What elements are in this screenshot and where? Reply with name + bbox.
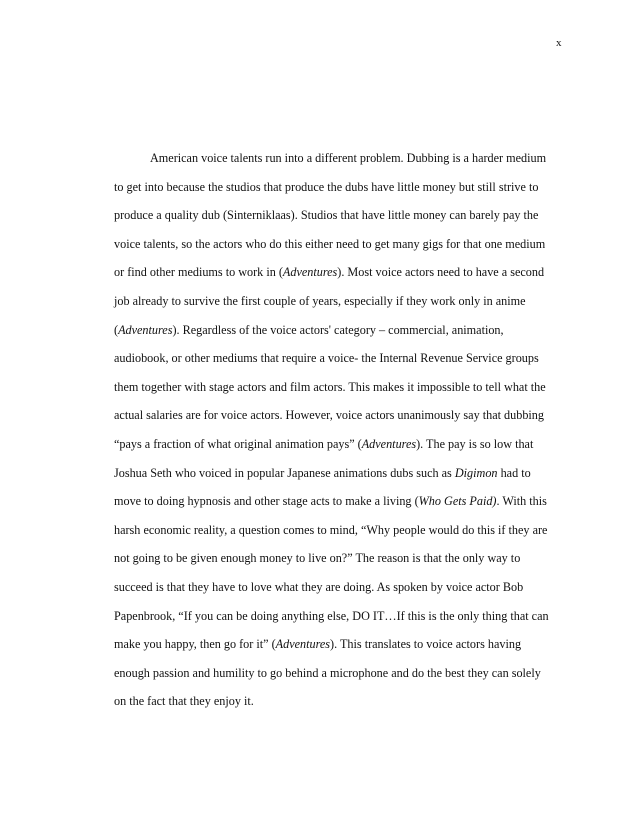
text-line [114,492,547,521]
text-line [114,149,547,178]
text-line [114,235,544,264]
text-segment: ). This translates to voice actors having [330,637,522,652]
text-line [114,607,549,636]
text-segment: actual salaries are for voice actors. However, voice actors unanimously say that dubbing [114,408,544,423]
italic-citation: Digimon [454,465,498,480]
text-segment: ). The pay is so low that [416,436,534,451]
text-segment: Papenbrook, “If you can be doing anything else, DO IT…If this is the only thing that can [114,608,549,623]
text-line [114,664,544,693]
text-segment: “pays a fraction of what original animation pays” ( [114,436,362,451]
text-line [114,435,544,464]
text-segment: audiobook, or other mediums that require a voice- the Internal Revenue Service groups [114,351,539,366]
text-segment: . With this [496,494,547,509]
text-segment: make you happy, then go for it” ( [114,637,276,652]
text-segment: or find other mediums to work in ( [114,265,283,280]
italic-citation: Adventures [282,265,338,280]
text-segment: not going to be given enough money to live on?” The reason is that the only way to [114,551,521,566]
page-number: x [556,37,562,49]
text-line [114,206,544,235]
text-line [114,692,544,721]
italic-citation: Adventures [118,322,173,337]
italic-citation: Adventures [361,436,417,451]
text-segment: job already to survive the first couple of years, especially if they work only in anime [114,293,526,308]
text-segment: enough passion and humility to go behind a microphone and do the best they can solely [114,665,541,680]
text-segment: voice talents, so the actors who do this either need to get many gigs for that one medium [114,236,546,251]
text-line [114,549,544,578]
text-segment: ). Most voice actors need to have a second [337,265,545,280]
text-segment: succeed is that they have to love what they are doing. As spoken by voice actor Bob [114,579,524,594]
text-line [114,292,544,321]
text-segment: them together with stage actors and film actors. This makes it impossible to tell what the [114,379,546,394]
text-segment: produce a quality dub (Sinterniklaas). Studios that have little money can barely pay the [114,208,539,223]
text-line [114,349,544,378]
text-line [114,464,544,493]
text-segment: on the fact that they enjoy it. [114,694,254,709]
text-segment: American voice talents run into a different problem. Dubbing is a harder medium [150,151,547,165]
text-line [114,406,544,435]
text-line [114,263,544,292]
text-line [114,635,544,664]
text-segment: ( [114,322,119,337]
text-line [114,378,544,407]
text-line [114,521,548,550]
text-segment: move to doing hypnosis and other stage acts to make a living ( [114,494,419,509]
body-paragraph [114,149,549,721]
text-segment: to get into because the studios that produce the dubs have little money but still strive to [114,179,539,194]
text-segment: Joshua Seth who voiced in popular Japanese animations dubs such as [114,465,455,480]
italic-citation: Who Gets Paid) [418,494,497,509]
text-segment: harsh economic reality, a question comes to mind, “Why people would do this if they are [114,522,548,537]
italic-citation: Adventures [275,637,331,652]
text-line [114,578,544,607]
text-line [114,321,544,350]
text-line [114,178,544,207]
text-segment: ). Regardless of the voice actors' category – commercial, animation, [172,322,504,337]
text-segment: had to [497,465,531,480]
